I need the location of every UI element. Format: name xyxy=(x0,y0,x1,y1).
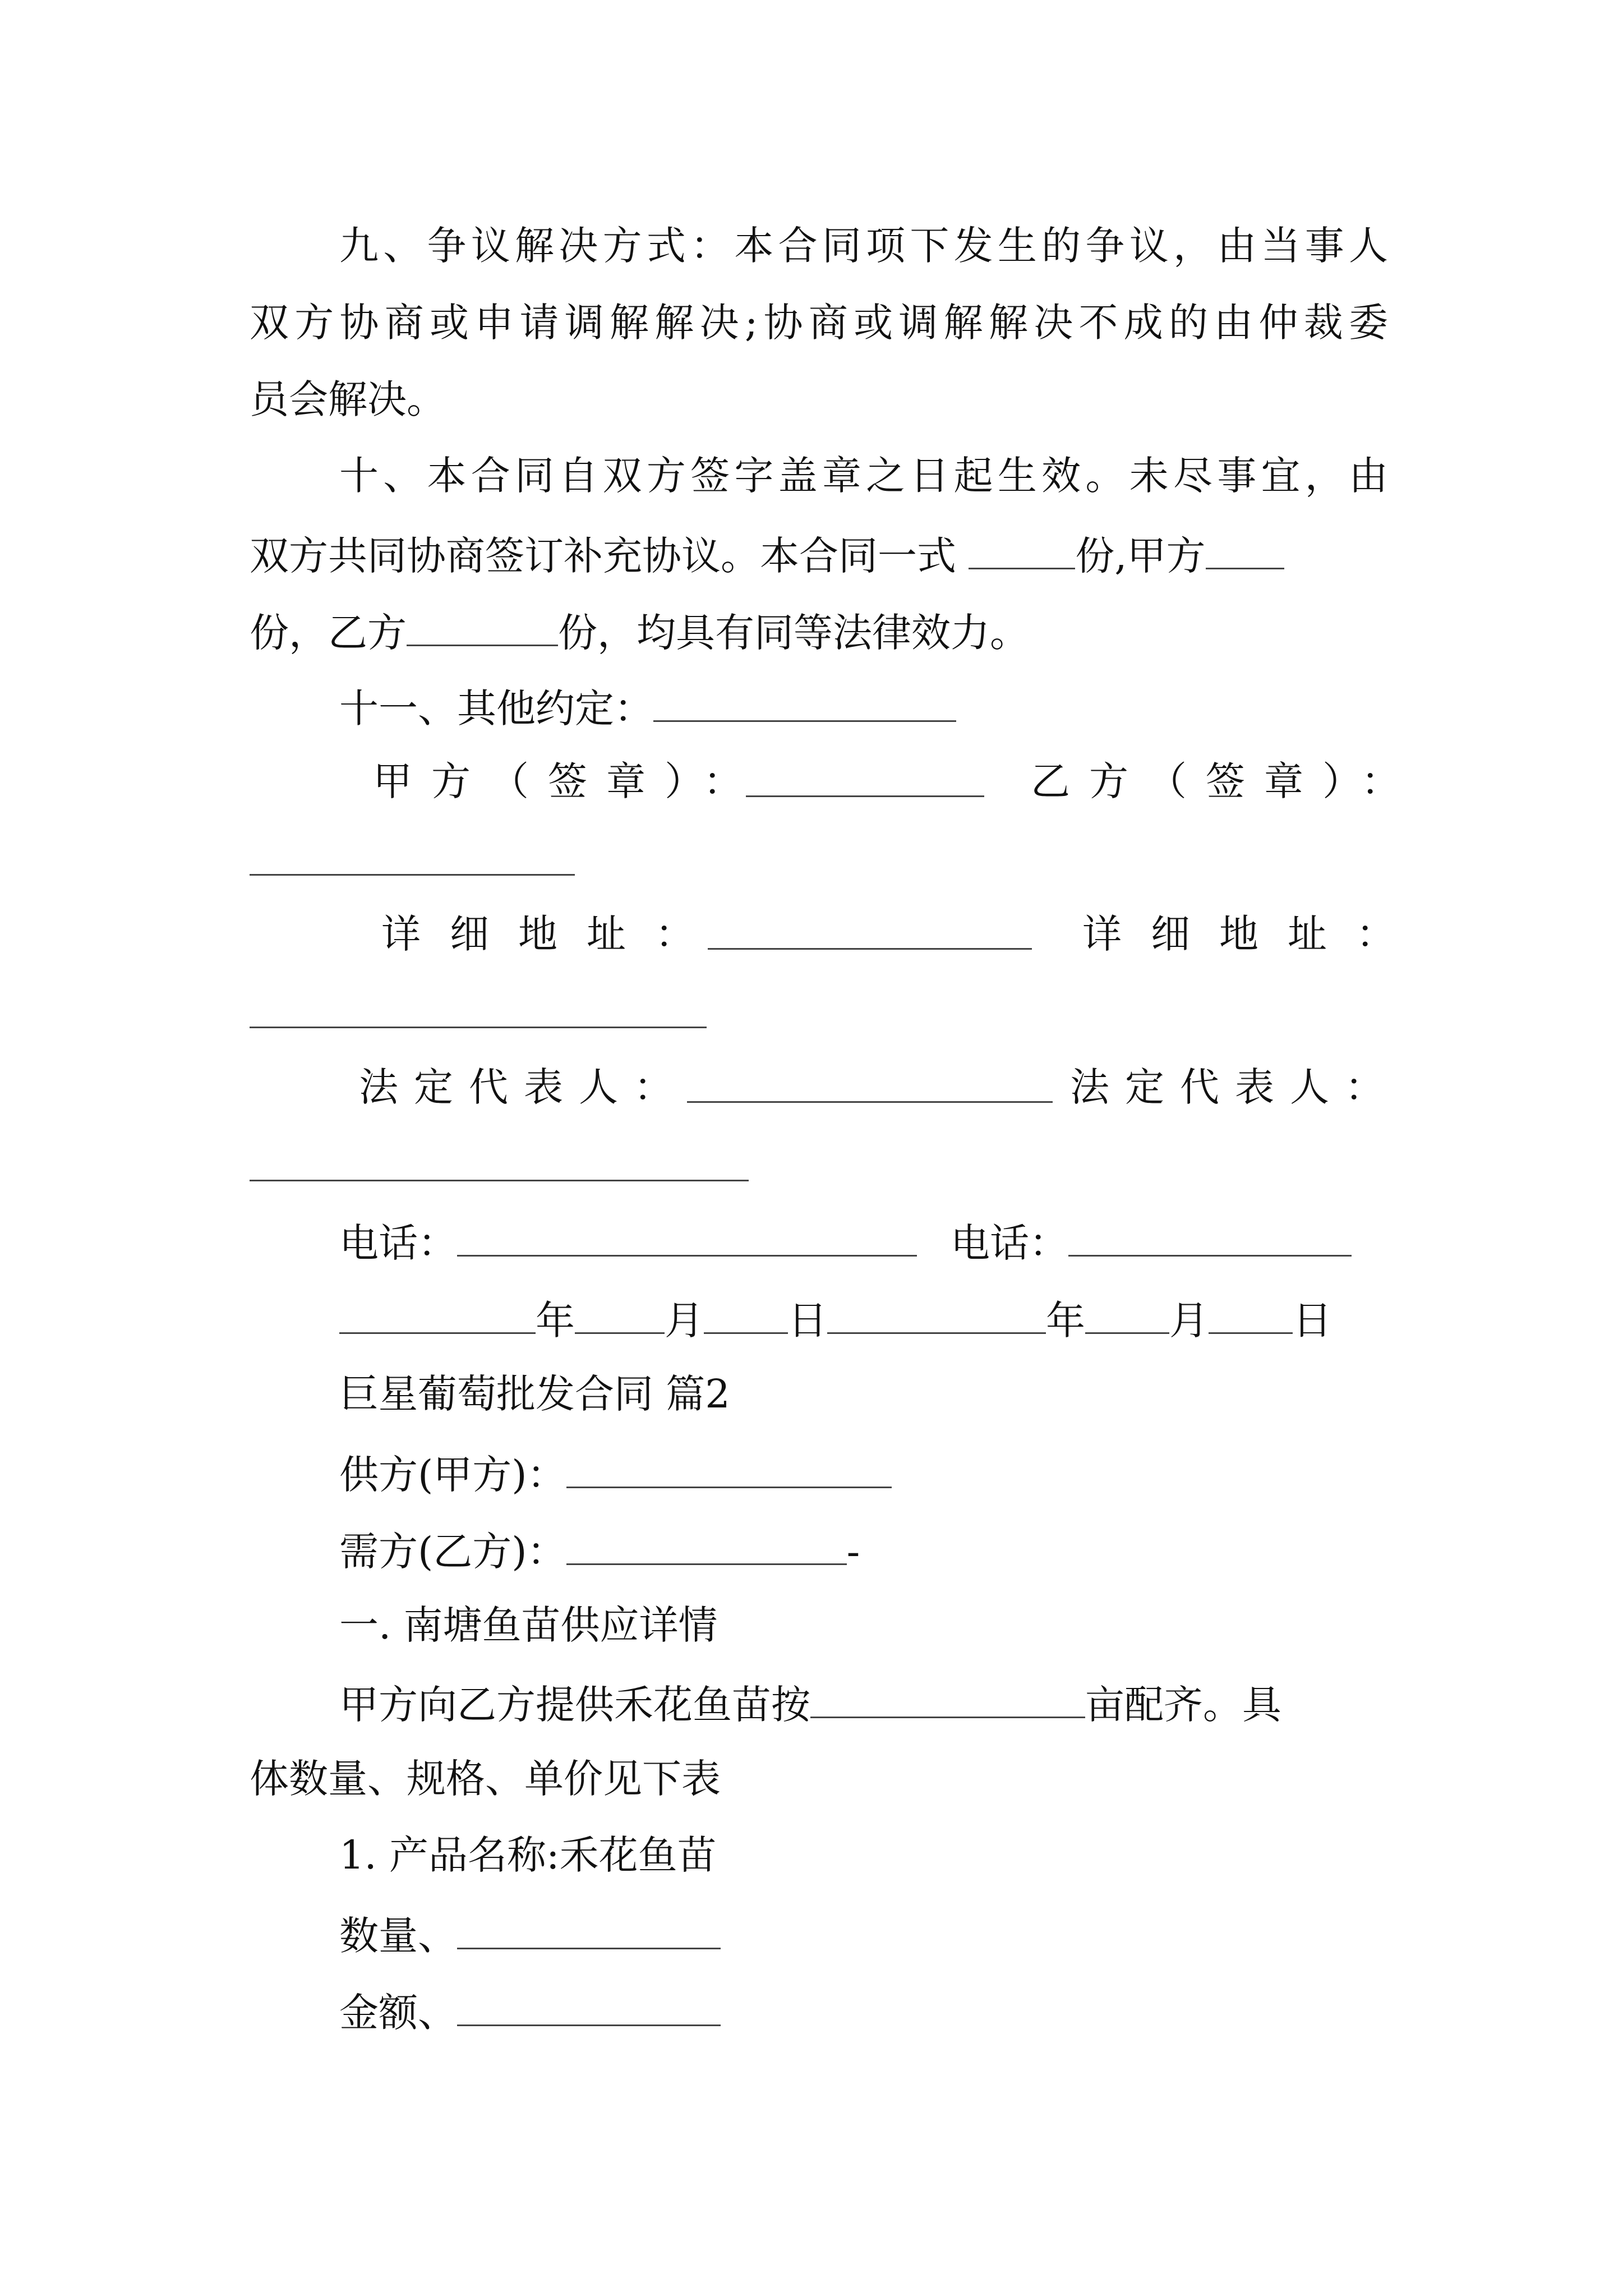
clause-10-party-a-text: 份,甲方 xyxy=(1075,533,1206,579)
date-b-month-label: 月 xyxy=(1169,1297,1209,1343)
date-b-year-label: 年 xyxy=(1046,1297,1085,1343)
clause-9-line-1: 九、争议解决方式：本合同项下发生的争议，由当事人 xyxy=(339,223,1388,269)
address-b-blank[interactable] xyxy=(250,1027,707,1028)
phone-b-line xyxy=(951,1220,1399,1266)
intro-line-1 xyxy=(339,1682,1478,1728)
date-line xyxy=(339,1297,1478,1343)
party-a-copies-blank[interactable] xyxy=(1206,533,1284,569)
date-b-day-blank[interactable] xyxy=(1209,1297,1293,1334)
clause-11-line xyxy=(339,685,1478,731)
date-a-month-label: 月 xyxy=(665,1297,704,1343)
clause-10-copies-text: 双方共同协商签订补充协议。本合同一式 xyxy=(250,533,956,579)
other-terms-blank[interactable] xyxy=(653,685,956,722)
copies-total-blank[interactable] xyxy=(969,533,1075,569)
party-b-copies-blank[interactable] xyxy=(407,610,558,646)
phone-b-blank[interactable] xyxy=(1068,1220,1352,1257)
phone-a-blank[interactable] xyxy=(457,1220,917,1257)
supplier-line xyxy=(339,1452,1478,1498)
supplier-label: 供方(甲方)： xyxy=(339,1452,566,1498)
buyer-blank[interactable] xyxy=(566,1529,847,1565)
amount-line xyxy=(339,1990,1478,2036)
amount-blank[interactable] xyxy=(457,1990,721,2026)
acreage-blank[interactable] xyxy=(810,1682,1085,1718)
party-b-seal-blank[interactable] xyxy=(250,874,575,876)
signature-rep-b-label: 法定代表人： xyxy=(1070,1064,1400,1110)
quantity-label: 数量、 xyxy=(339,1913,457,1959)
signature-party-a-label: 甲方（签章）： xyxy=(373,758,762,804)
buyer-line xyxy=(339,1529,1478,1575)
signature-party-b-label: 乙方（签章）： xyxy=(1031,758,1419,804)
party-a-seal-blank[interactable] xyxy=(746,795,984,797)
intro-text-a: 甲方向乙方提供禾花鱼苗按 xyxy=(339,1682,810,1728)
clause-9-line-2: 双方协商或申请调解解决;协商或调解解决不成的由仲裁委 xyxy=(250,300,1388,346)
intro-text-b: 亩配齐。具 xyxy=(1085,1682,1281,1728)
date-b-year-blank[interactable] xyxy=(827,1297,1046,1334)
clause-10-validity-text: 份，均具有同等法律效力。 xyxy=(558,610,1029,656)
amount-label: 金额、 xyxy=(339,1990,457,2036)
phone-b-label: 电话： xyxy=(951,1220,1068,1266)
part-2-title: 巨星葡萄批发合同 篇2 xyxy=(339,1371,730,1417)
quantity-blank[interactable] xyxy=(457,1913,721,1949)
clause-9-line-3: 员会解决。 xyxy=(250,376,446,422)
clause-10-line-2 xyxy=(250,533,1388,579)
rep-b-blank[interactable] xyxy=(250,1180,749,1181)
date-a-day-label: 日 xyxy=(788,1297,827,1343)
date-a-day-blank[interactable] xyxy=(704,1297,788,1334)
intro-line-2: 体数量、规格、单价见下表 xyxy=(250,1756,721,1802)
date-a-month-blank[interactable] xyxy=(575,1297,665,1334)
clause-10-line-1: 十、本合同自双方签字盖章之日起生效。未尽事宜，由 xyxy=(339,453,1388,499)
clause-11-label: 十一、其他约定： xyxy=(339,685,653,731)
section-1-heading: 一. 南塘鱼苗供应详情 xyxy=(339,1602,718,1648)
product-name-line: 1. 产品名称:禾花鱼苗 xyxy=(339,1832,717,1878)
signature-address-a-label: 详细地址： xyxy=(381,911,723,957)
buyer-label: 需方(乙方)： xyxy=(339,1529,566,1575)
buyer-suffix: - xyxy=(846,1529,860,1575)
signature-address-b-label: 详细地址： xyxy=(1082,911,1424,957)
clause-10-party-b-text: 份，乙方 xyxy=(250,610,407,656)
date-a-year-label: 年 xyxy=(536,1297,575,1343)
quantity-line xyxy=(339,1913,1478,1959)
phone-a-label: 电话： xyxy=(339,1220,457,1266)
date-a-year-blank[interactable] xyxy=(339,1297,536,1334)
signature-rep-a-label: 法定代表人： xyxy=(359,1064,689,1110)
supplier-blank[interactable] xyxy=(566,1452,892,1488)
clause-10-line-3 xyxy=(250,610,1388,656)
date-b-month-blank[interactable] xyxy=(1085,1297,1169,1334)
rep-a-blank[interactable] xyxy=(687,1101,1053,1103)
date-b-day-label: 日 xyxy=(1293,1297,1332,1343)
address-a-blank[interactable] xyxy=(708,948,1032,950)
